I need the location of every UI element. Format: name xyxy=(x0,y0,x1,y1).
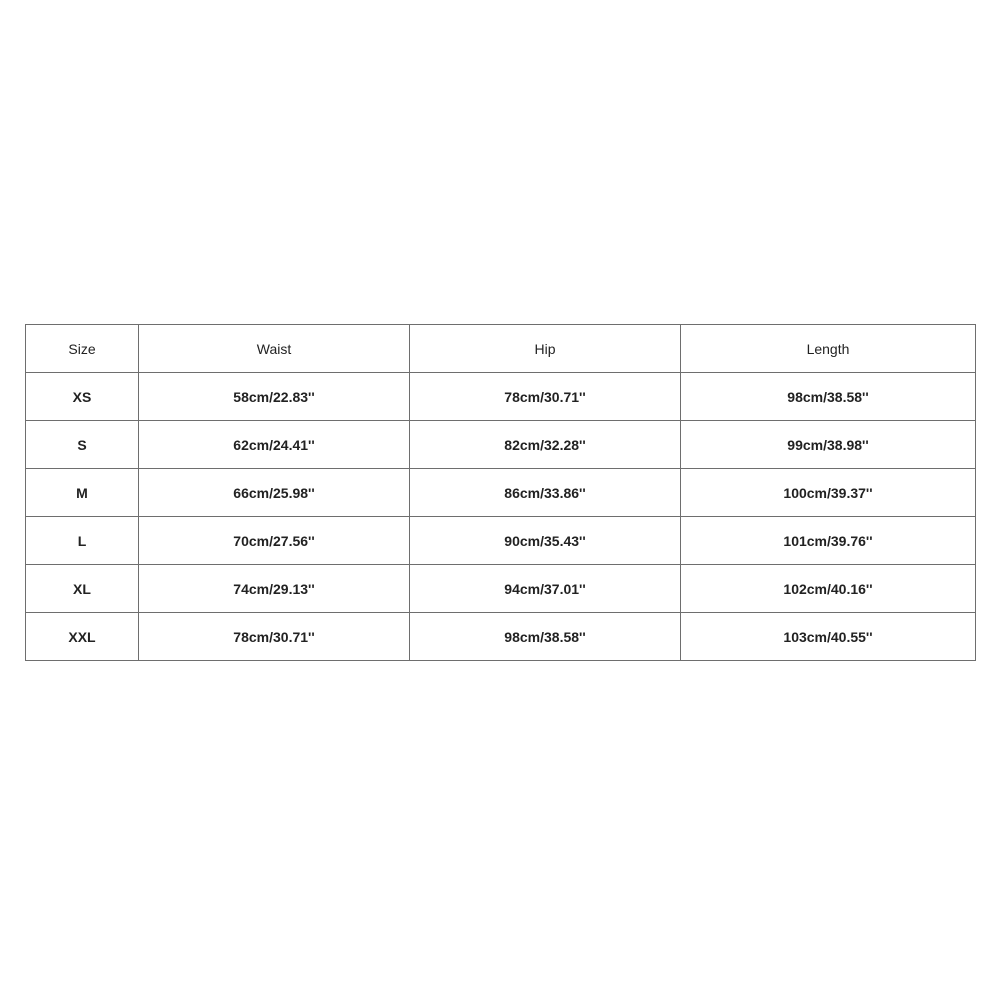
header-length: Length xyxy=(681,325,976,373)
hip-cell: 94cm/37.01'' xyxy=(410,565,681,613)
table-row xyxy=(26,517,976,565)
length-cell: 101cm/39.76'' xyxy=(681,517,976,565)
length-cell: 103cm/40.55'' xyxy=(681,613,976,661)
table-body xyxy=(26,373,976,661)
size-chart-table xyxy=(25,324,976,661)
waist-cell: 62cm/24.41'' xyxy=(139,421,410,469)
table-row xyxy=(26,613,976,661)
waist-cell: 78cm/30.71'' xyxy=(139,613,410,661)
length-cell: 100cm/39.37'' xyxy=(681,469,976,517)
hip-cell: 82cm/32.28'' xyxy=(410,421,681,469)
length-cell: 98cm/38.58'' xyxy=(681,373,976,421)
size-cell: XL xyxy=(26,565,139,613)
size-cell: L xyxy=(26,517,139,565)
waist-cell: 70cm/27.56'' xyxy=(139,517,410,565)
header-size: Size xyxy=(26,325,139,373)
table-row xyxy=(26,373,976,421)
length-cell: 102cm/40.16'' xyxy=(681,565,976,613)
waist-cell: 74cm/29.13'' xyxy=(139,565,410,613)
header-waist: Waist xyxy=(139,325,410,373)
waist-cell: 58cm/22.83'' xyxy=(139,373,410,421)
table-row xyxy=(26,421,976,469)
size-cell: S xyxy=(26,421,139,469)
waist-cell: 66cm/25.98'' xyxy=(139,469,410,517)
table-row xyxy=(26,469,976,517)
size-cell: XXL xyxy=(26,613,139,661)
hip-cell: 98cm/38.58'' xyxy=(410,613,681,661)
hip-cell: 78cm/30.71'' xyxy=(410,373,681,421)
table-row xyxy=(26,565,976,613)
header-row xyxy=(26,325,976,373)
header-hip: Hip xyxy=(410,325,681,373)
hip-cell: 90cm/35.43'' xyxy=(410,517,681,565)
length-cell: 99cm/38.98'' xyxy=(681,421,976,469)
size-cell: XS xyxy=(26,373,139,421)
size-cell: M xyxy=(26,469,139,517)
table-header xyxy=(26,325,976,373)
hip-cell: 86cm/33.86'' xyxy=(410,469,681,517)
